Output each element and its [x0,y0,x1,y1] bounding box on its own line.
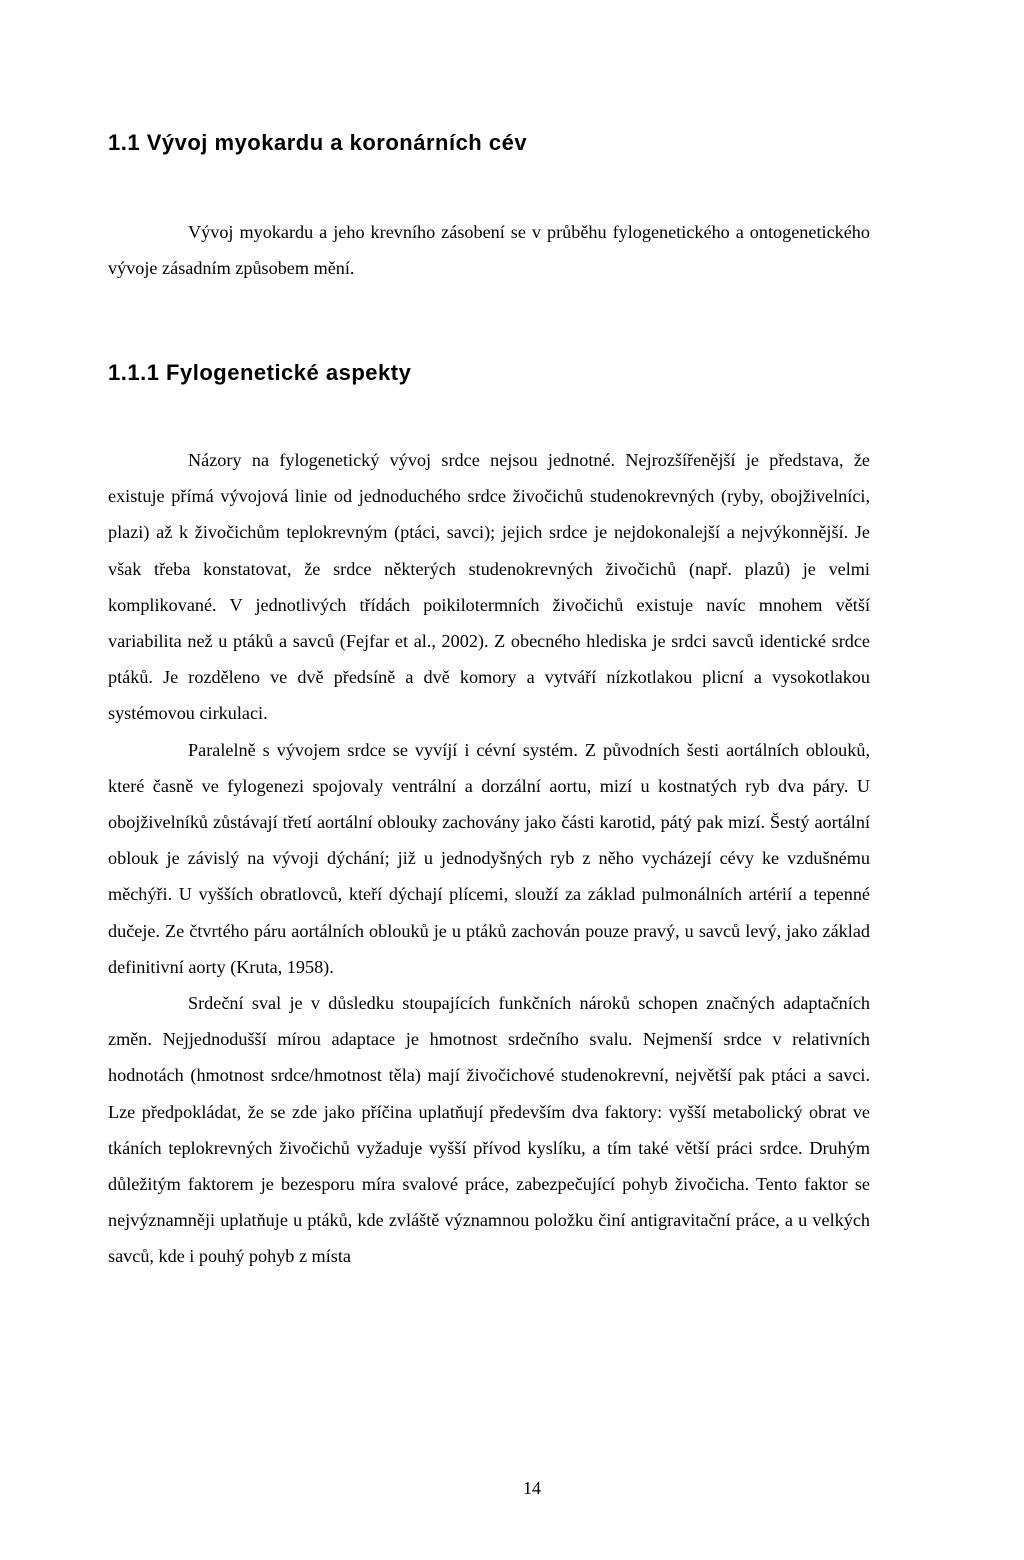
page-number: 14 [523,1478,541,1498]
section-heading: 1.1 Vývoj myokardu a koronárních cév [108,130,528,155]
body-paragraph: Paralelně s vývojem srdce se vyvíjí i cévní systém. Z původních šesti aortálních oblouků, které časně ve fylogenezi spojovaly ventrální a dorzální aortu, mizí u kostnatých ryb dva páry. U obojživelníků zůstávají třetí aortální oblouky zachovány jako části karotid, pátý pak mizí. Šestý aortální oblouk je závislý na vývoji dýchání; již u jednodyšných ryb z něho vycházejí cévy ke vzdušnému měchýři. U vyšších obratlovců, kteří dýchají plícemi, slouží za základ pulmonálních artérií a tepenné dučeje. Ze čtvrtého páru aortálních oblouků je u ptáků zachován pouze pravý, u savců levý, jako základ definitivní aorty (Kruta, 1958). [108,739,870,977]
section-intro-paragraph: Vývoj myokardu a jeho krevního zásobení se v průběhu fylogenetického a ontogenetického vývoje zásadním způsobem mění. [108,222,870,279]
body-paragraph: Názory na fylogenetický vývoj srdce nejsou jednotné. Nejrozšířenější je představa, že existuje přímá vývojová linie od jednoduchého srdce živočichů studenokrevných (ryby, obojživelníci, plazi) až k živočichům teplokrevným (ptáci, savci); jejich srdce je nejdokonalejší a nejvýkonnější. Je však třeba konstatovat, že srdce některých studenokrevných živočichů (např. plazů) je velmi komplikované. V jednotlivých třídách poikilotermních živočichů existuje navíc mnohem větší variabilita než u ptáků a savců (Fejfar et al., 2002). Z obecného hlediska je srdci savců identické srdce ptáků. Je rozděleno ve dvě předsíně a dvě komory a vytváří nízkotlakou plicní a vysokotlakou systémovou cirkulaci. [108,450,870,724]
body-paragraph: Srdeční sval je v důsledku stoupajících funkčních nároků schopen značných adaptačních změn. Nejjednodušší mírou adaptace je hmotnost srdečního svalu. Nejmenší srdce v relativních hodnotách (hmotnost srdce/hmotnost těla) mají živočichové studenokrevní, největší pak ptáci a savci. Lze předpokládat, že se zde jako příčina uplatňují především dva faktory: vyšší metabolický obrat ve tkáních teplokrevných živočichů vyžaduje vyšší přívod kyslíku, a tím také větší práci srdce. Druhým důležitým faktorem je bezesporu míra svalové práce, zabezpečující pohyb živočicha. Tento faktor se nejvýznamněji uplatňuje u ptáků, kde zvláště významnou položku činí antigravitační práce, a u velkých savců, kde i pouhý pohyb z místa [108,993,870,1267]
subsection-heading: 1.1.1 Fylogenetické aspekty [108,360,412,385]
subsection-body [108,442,870,1275]
